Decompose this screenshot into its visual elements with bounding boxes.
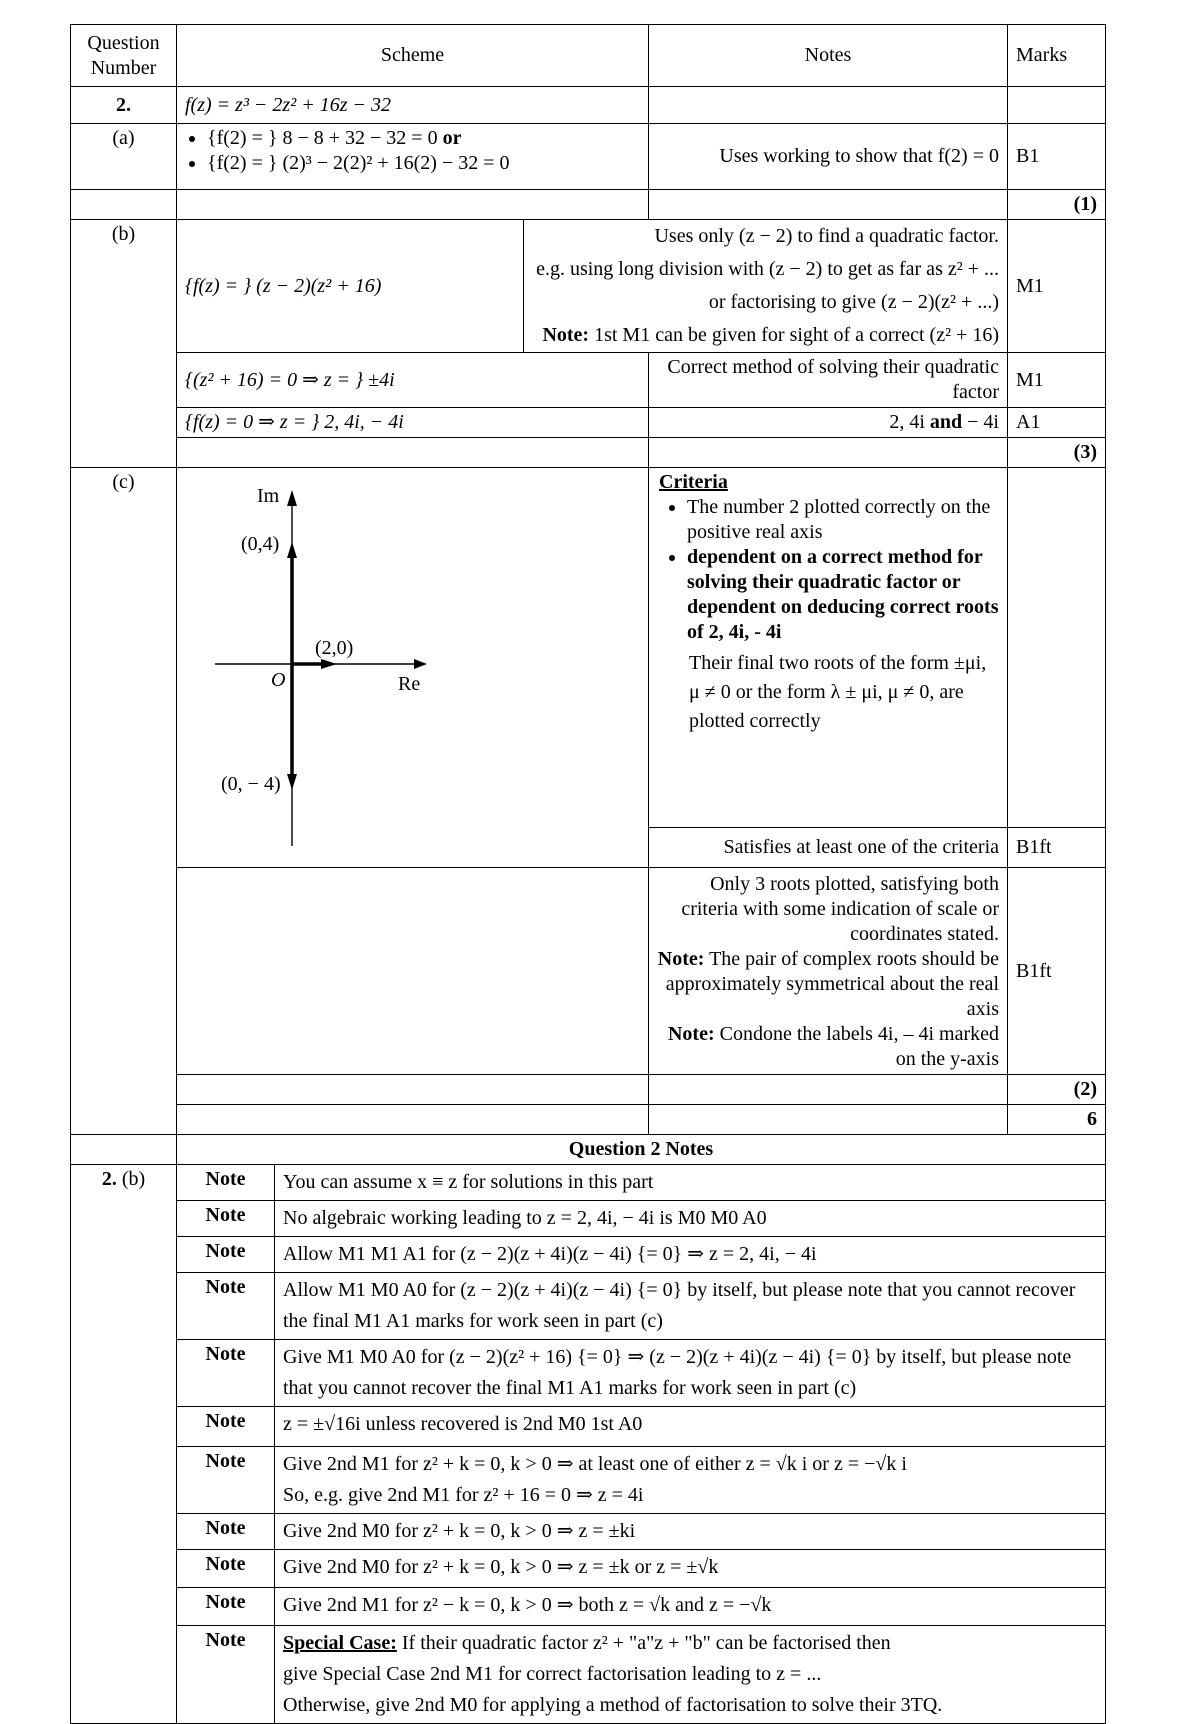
- note-tag: Note: [177, 1550, 275, 1588]
- note-tag: Note: [177, 1407, 275, 1447]
- note-text: Allow M1 M0 A0 for (z − 2)(z + 4i)(z − 4i) {= 0} by itself, but please note that you cannot recover the final M1 A1 marks for work seen in part (c): [275, 1273, 1106, 1340]
- note-row: [71, 1407, 1106, 1447]
- note-text: Give 2nd M1 for z² − k = 0, k > 0 ⇒ both z = √k and z = −√k: [275, 1588, 1106, 1626]
- part-c-note-2-line-3: Note: Condone the labels 4i, – 4i marked on the y-axis: [667, 1023, 999, 1070]
- note-tag: Note: [177, 1588, 275, 1626]
- question-total: 6: [1008, 1105, 1106, 1135]
- argand-diagram-cell: [177, 468, 649, 868]
- note-row: [71, 1447, 1106, 1514]
- part-a-total: (1): [1008, 190, 1106, 220]
- function-definition: f(z) = z³ − 2z² + 16z − 32: [177, 87, 649, 124]
- part-a-bullet-1: • {f(2) = } 8 − 8 + 32 − 32 = 0 or: [207, 126, 640, 151]
- part-b-solve: {(z² + 16) = 0 ⇒ z = } ±4i: [177, 353, 649, 408]
- imaginary-axis-arrow-icon: [287, 490, 297, 506]
- note-text: You can assume x ≡ z for solutions in this part: [275, 1165, 1106, 1201]
- note-tag: Note: [177, 1626, 275, 1724]
- note-text: Give 2nd M0 for z² + k = 0, k > 0 ⇒ z = ±k or z = ±√k: [275, 1550, 1106, 1588]
- part-b-note-line-3: or factorising to give (z − 2)(z² + ...): [708, 291, 999, 313]
- note-text: Give 2nd M0 for z² + k = 0, k > 0 ⇒ z = ±ki: [275, 1514, 1106, 1550]
- part-b-factor-notes: [524, 220, 1008, 353]
- note-text: Give M1 M0 A0 for (z − 2)(z² + 16) {= 0} ⇒ (z − 2)(z + 4i)(z − 4i) {= 0} by itself, but please note that you cannot recover the final M1 A1 marks for work seen in part (c): [275, 1340, 1106, 1407]
- point-label-0-minus-4: (0, − 4): [221, 773, 281, 795]
- root-minus-4i-arrow-icon: [287, 774, 297, 790]
- real-axis-arrow-icon: [414, 659, 427, 669]
- part-a-note: Uses working to show that f(2) = 0: [649, 124, 1008, 190]
- part-b-roots: {f(z) = 0 ⇒ z = } 2, 4i, − 4i: [177, 408, 649, 438]
- header-scheme: Scheme: [177, 25, 649, 87]
- origin-label: O: [271, 669, 286, 691]
- re-axis-label: Re: [398, 673, 421, 695]
- note-row: [71, 1626, 1106, 1724]
- part-b-total: (3): [1008, 438, 1106, 468]
- part-b-note-line-4: Note: 1st M1 can be given for sight of a correct (z² + 16): [542, 324, 999, 346]
- part-c-criteria: [649, 468, 1008, 828]
- notes-section-title: Question 2 Notes: [177, 1135, 1106, 1165]
- im-axis-label: Im: [257, 485, 280, 507]
- criterion-2: • dependent on a correct method for solving their quadratic factor or dependent on deducing correct roots of 2, 4i, - 4i: [687, 545, 999, 645]
- part-c-mark-1: B1ft: [1008, 828, 1106, 868]
- header-question-number: Question Number: [71, 25, 177, 87]
- criteria-title: Criteria: [659, 471, 728, 493]
- note-text: z = ±√16i unless recovered is 2nd M0 1st A0: [275, 1407, 1106, 1447]
- part-a-mark: B1: [1008, 124, 1106, 190]
- criterion-2-detail: Their final two roots of the form ±μi, μ ≠ 0 or the form λ ± μi, μ ≠ 0, are plotted correctly: [689, 652, 987, 732]
- part-c-mark-2: B1ft: [1008, 868, 1106, 1075]
- point-label-0-4: (0,4): [241, 533, 280, 555]
- part-a-bullet-2: • {f(2) = } (2)³ − 2(2)² + 16(2) − 32 = 0: [207, 151, 640, 176]
- part-a-scheme: [177, 124, 649, 190]
- header-notes: Notes: [649, 25, 1008, 87]
- part-c-label: (c): [71, 468, 177, 1135]
- part-b-mark-1: M1: [1008, 220, 1106, 353]
- part-c-note-2: [649, 868, 1008, 1075]
- note-tag: Note: [177, 1514, 275, 1550]
- note-row: [71, 1165, 1106, 1201]
- part-b-roots-note: 2, 4i and − 4i: [649, 408, 1008, 438]
- header-marks: Marks: [1008, 25, 1106, 87]
- note-row: [71, 1588, 1106, 1626]
- argand-diagram: [177, 468, 523, 860]
- note-text: Special Case: If their quadratic factor z² + "a"z + "b" can be factorised then give Special Case 2nd M1 for correct factorisation leading to z = ... Otherwise, give 2nd M0 for applying a method of factorisation to solve their 3TQ.: [275, 1626, 1106, 1724]
- note-text: No algebraic working leading to z = 2, 4i, − 4i is M0 M0 A0: [275, 1201, 1106, 1237]
- part-b-note-line-2: e.g. using long division with (z − 2) to get as far as z² + ...: [536, 258, 999, 280]
- note-row: [71, 1273, 1106, 1340]
- part-c-note-2-line-2: Note: The pair of complex roots should be approximately symmetrical about the real axis: [657, 948, 999, 1020]
- mark-scheme-table: [70, 24, 1106, 1724]
- root-2-arrow-icon: [321, 659, 337, 669]
- note-tag: Note: [177, 1165, 275, 1201]
- part-b-mark-2: M1: [1008, 353, 1106, 408]
- note-row: [71, 1340, 1106, 1407]
- question-number: 2.: [71, 87, 177, 124]
- part-b-mark-3: A1: [1008, 408, 1106, 438]
- note-row: [71, 1237, 1106, 1273]
- part-b-factor: {f(z) = } (z − 2)(z² + 16): [177, 220, 524, 353]
- note-tag: Note: [177, 1447, 275, 1514]
- note-tag: Note: [177, 1340, 275, 1407]
- note-row: [71, 1550, 1106, 1588]
- notes-part-label: 2. (b): [71, 1165, 177, 1724]
- note-row: [71, 1514, 1106, 1550]
- note-row: [71, 1201, 1106, 1237]
- part-b-solve-note: Correct method of solving their quadratic factor: [649, 353, 1008, 408]
- note-tag: Note: [177, 1273, 275, 1340]
- part-a-label: (a): [71, 124, 177, 190]
- part-c-note-1: Satisfies at least one of the criteria: [649, 828, 1008, 868]
- note-text: Give 2nd M1 for z² + k = 0, k > 0 ⇒ at least one of either z = √k i or z = −√k i So, e.g. give 2nd M1 for z² + 16 = 0 ⇒ z = 4i: [275, 1447, 1106, 1514]
- note-text: Allow M1 M1 A1 for (z − 2)(z + 4i)(z − 4i) {= 0} ⇒ z = 2, 4i, − 4i: [275, 1237, 1106, 1273]
- part-c-note-2-line-1: Only 3 roots plotted, satisfying both criteria with some indication of scale or coordinates stated.: [681, 873, 999, 945]
- note-tag: Note: [177, 1237, 275, 1273]
- part-c-total: (2): [1008, 1075, 1106, 1105]
- point-label-2-0: (2,0): [315, 637, 354, 659]
- root-4i-arrow-icon: [287, 542, 297, 558]
- part-b-label: (b): [71, 220, 177, 468]
- criterion-1: • The number 2 plotted correctly on the positive real axis: [687, 495, 999, 545]
- mark-scheme: [70, 24, 1105, 1724]
- note-tag: Note: [177, 1201, 275, 1237]
- part-b-note-line-1: Uses only (z − 2) to find a quadratic factor.: [654, 225, 999, 247]
